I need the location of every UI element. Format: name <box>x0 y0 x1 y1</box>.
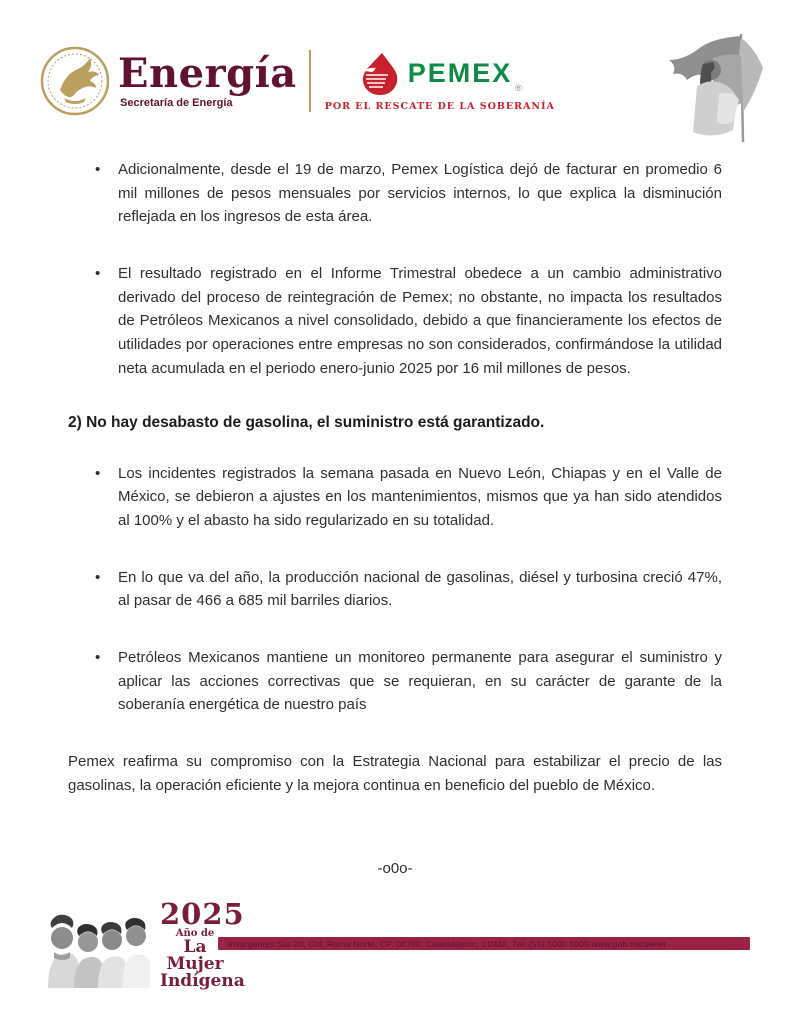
bullet-text: Adicionalmente, desde el 19 de marzo, Pemex Logística dejó de facturar en promedio 6 mil millones de pesos mensuales por servicios internos, lo que explica la disminución reflejada en los ingresos de esta área. <box>118 161 722 226</box>
address-bar <box>218 937 750 950</box>
list-item <box>68 646 722 717</box>
indigenous-women-image <box>38 892 158 992</box>
list-item <box>68 262 722 380</box>
year-number: 2025 <box>160 897 245 931</box>
list-item <box>68 158 722 229</box>
bullet-text: En lo que va del año, la producción nacional de gasolinas, diésel y turbosina creció 47%, al pasar de 466 a 685 mil barriles diarios. <box>118 568 722 610</box>
section-heading-gasolina: 2) No hay desabasto de gasolina, el suministro está garantizado. <box>68 413 545 431</box>
logo-divider <box>309 50 311 112</box>
address-text: Insurgentes Sur 20, Col. Roma Norte, CP. 06700, Cuauhtémoc, CDMX. Tel: (55) 5000 6000 www.gob.mx/sener <box>228 938 667 949</box>
closing-paragraph: Pemex reafirma su compromiso con la Estrategia Nacional para estabilizar el precio de las gasolinas, la operación eficiente y la mejora continua en beneficio del pueblo de México. <box>68 753 722 794</box>
woman-with-flag-image <box>653 24 775 150</box>
sener-wordmark: Energía <box>118 50 297 97</box>
list-item <box>68 566 722 613</box>
pemex-logo <box>325 51 555 112</box>
pemex-eagle-drop-icon <box>358 51 402 97</box>
year-caption: Indígena <box>160 971 245 991</box>
year-caption: La Mujer <box>166 937 224 974</box>
registered-trademark-icon: ® <box>515 82 522 93</box>
bullet-list-financial <box>68 158 722 381</box>
pemex-wordmark: PEMEX <box>407 58 513 88</box>
sener-subtitle: Secretaría de Energía <box>120 97 233 109</box>
document-body <box>68 158 722 892</box>
year-caption: Año de <box>175 928 215 939</box>
document-header <box>0 0 787 155</box>
bullet-list-supply <box>68 462 722 718</box>
sener-logo <box>118 50 297 109</box>
bullet-text: Los incidentes registrados la semana pasada en Nuevo León, Chiapas y en el Valle de México, se debieron a ajustes en los mantenimientos, mismos que ya han sido atendidos al 100% y el abasto ha sido regularizado en su totalidad. <box>118 464 722 529</box>
document-footer <box>0 884 787 1024</box>
bullet-text: El resultado registrado en el Informe Trimestral obedece a un cambio administrativo derivado del proceso de reintegración de Pemex; no obstante, no impacta los resultados de Petróleos Mexicanos a nivel consolidado, debido a que financieramente los efectos de utilidades por operaciones entre empresas no son considerados, confirmándose la utilidad neta acumulada en el periodo enero-junio 2025 por 16 mil millones de pesos. <box>118 265 722 377</box>
institutional-logos <box>38 42 555 120</box>
list-item <box>68 462 722 533</box>
end-of-document-mark: -o0o- <box>377 860 413 878</box>
mexican-eagle-seal-icon <box>38 42 112 120</box>
pemex-tagline: POR EL RESCATE DE LA SOBERANÍA <box>324 100 555 112</box>
bullet-text: Petróleos Mexicanos mantiene un monitoreo permanente para asegurar el suministro y aplicar las acciones correctivas que se requieran, en su carácter de garante de la soberanía energética de nuestro país <box>118 648 722 714</box>
